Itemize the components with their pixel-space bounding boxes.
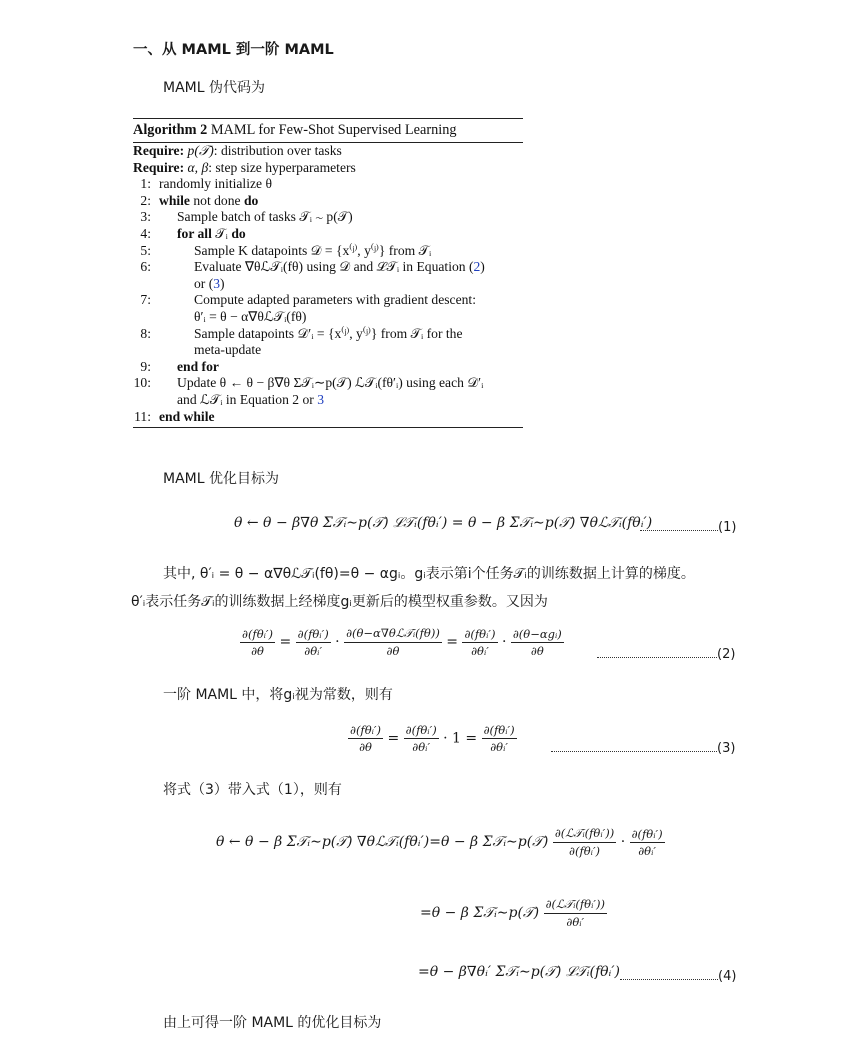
fraction: $\frac{\text{∂(ℒ𝒯ᵢ(fθᵢ′))}}{\text{∂(fθᵢ′)}}$ — [554, 826, 615, 858]
first-order-text: 一阶 MAML 中，将gᵢ视为常数，则有 — [163, 687, 393, 703]
algo-line — [133, 326, 523, 343]
operator: · — [620, 834, 626, 850]
equation-2 — [240, 626, 564, 658]
fraction: $\frac{\text{∂(ℒ𝒯ᵢ(fθᵢ′))}}{\text{∂θᵢ′}}$ — [545, 897, 605, 929]
algo-line-cont — [133, 309, 523, 326]
eq1-leader — [640, 516, 736, 535]
keyword: for all — [177, 225, 212, 241]
line-text: 𝒯ᵢ — [211, 225, 232, 241]
equation-4-line-2 — [420, 897, 607, 929]
fraction: $\frac{\text{∂(fθᵢ′)}}{\text{∂θᵢ′}}$ — [297, 626, 329, 658]
algo-line — [133, 243, 523, 260]
algo-line-cont — [133, 342, 523, 359]
operator: · 1 = — [443, 730, 478, 747]
line-number: 10: — [133, 375, 151, 391]
keyword: do — [243, 192, 259, 208]
algo-line-cont — [133, 276, 523, 293]
algorithm-box — [133, 118, 523, 428]
fraction: $\frac{\text{∂(fθᵢ′)}}{\text{∂θᵢ′}}$ — [631, 826, 663, 858]
algo-line — [133, 209, 523, 226]
keyword: while — [159, 192, 190, 208]
require-math: p(𝒯) — [187, 143, 214, 158]
operator: = — [279, 634, 292, 650]
algo-line-cont — [133, 392, 523, 409]
equation-ref-link[interactable]: 2 — [473, 259, 481, 275]
algo-line — [133, 259, 523, 276]
require-label: Require: — [133, 143, 185, 158]
eq3-leader — [551, 737, 735, 756]
operator: · — [501, 634, 507, 650]
equation-ref-link[interactable]: 3 — [213, 275, 221, 291]
line-number: 7: — [140, 292, 151, 308]
equation-number: (2) — [717, 647, 736, 662]
keyword: do — [231, 225, 246, 241]
fraction: $\frac{\text{∂(fθᵢ′)}}{\text{∂θᵢ′}}$ — [464, 626, 496, 658]
line-text: Sample datapoints 𝒟′ᵢ = {x⁽ʲ⁾, y⁽ʲ⁾} from 𝒯ᵢ for the — [194, 325, 463, 341]
line-text: ) — [220, 275, 225, 291]
fraction: $\frac{\text{∂(fθᵢ′)}}{\text{∂θᵢ′}}$ — [483, 723, 515, 754]
equation-4-line-3 — [418, 964, 620, 980]
equation-body: =θ − β∇θᵢ′ Σ𝒯ᵢ∼p(𝒯) ℒ𝒯ᵢ(fθᵢ′) — [418, 964, 621, 980]
line-number: 4: — [140, 225, 151, 241]
dotted-leader — [620, 970, 718, 980]
equation-body: θ ← θ − β Σ𝒯ᵢ∼p(𝒯) ∇θℒ𝒯ᵢ(fθᵢ′)=θ − β Σ𝒯ᵢ∼p(𝒯) — [216, 834, 549, 850]
eq4-leader — [620, 965, 736, 984]
line-text: or ( — [194, 275, 214, 291]
intro-text: MAML 伪代码为 — [163, 80, 265, 96]
require-label: Require: — [133, 159, 185, 175]
line-text: Update θ ← θ − β∇θ Σ𝒯ᵢ∼p(𝒯) ℒ𝒯ᵢ(fθ′ᵢ) using each 𝒟′ᵢ — [177, 375, 484, 391]
equation-1 — [234, 515, 652, 531]
line-number: 1: — [140, 176, 151, 192]
algo-line — [133, 375, 523, 392]
bottom-rule — [133, 427, 523, 428]
line-text: Compute adapted parameters with gradient descent: — [194, 292, 476, 308]
fraction: $\frac{\text{∂(fθᵢ′)}}{\text{∂θᵢ′}}$ — [405, 723, 437, 754]
require-line — [133, 143, 523, 160]
line-number: 6: — [140, 259, 151, 275]
require-text: : step size hyperparameters — [208, 159, 356, 175]
line-text: Evaluate ∇θℒ𝒯ᵢ(fθ) using 𝒟 and ℒ𝒯ᵢ in Equation ( — [194, 259, 474, 275]
dotted-leader — [551, 742, 717, 752]
equation-3 — [348, 723, 517, 754]
fraction: $\frac{\text{∂(θ−α∇θℒ𝒯ᵢ(fθ))}}{\partial\theta}$ — [346, 626, 440, 658]
paragraph-line: 其中, θ′ᵢ = θ − α∇θℒ𝒯ᵢ(fθ)=θ − αgᵢ。gᵢ表示第i个任务𝒯ᵢ的训练数据上计算的梯度。 — [163, 566, 695, 582]
algo-line — [133, 226, 523, 243]
equation-ref-link[interactable]: 3 — [317, 391, 325, 407]
equation-number: (3) — [717, 741, 736, 756]
keyword: end while — [159, 408, 215, 424]
line-number: 2: — [140, 192, 151, 208]
operator: = — [387, 730, 400, 747]
substitute-text: 将式（3）带入式（1），则有 — [163, 782, 342, 798]
line-text: Sample batch of tasks 𝒯ᵢ ∼ p(𝒯) — [177, 209, 353, 225]
line-text: ) — [480, 259, 485, 275]
paragraph-line: θ′ᵢ表示任务𝒯ᵢ的训练数据上经梯度gᵢ更新后的模型权重参数。又因为 — [131, 594, 548, 610]
equation-number: (4) — [718, 969, 737, 984]
line-text: randomly initialize θ — [159, 176, 272, 192]
algo-line — [133, 193, 523, 210]
line-number: 11: — [134, 408, 151, 424]
fraction: $\frac{\text{∂(fθᵢ′)}}{\partial\theta}$ — [242, 626, 274, 658]
dotted-leader — [640, 521, 718, 531]
operator: · — [335, 634, 340, 650]
operator: = — [446, 634, 459, 650]
algo-line — [133, 359, 523, 376]
algo-line — [133, 409, 523, 426]
algorithm-title — [133, 119, 523, 140]
keyword: end for — [177, 358, 219, 374]
dotted-leader — [597, 648, 717, 658]
line-number: 9: — [140, 358, 151, 374]
require-text: : distribution over tasks — [213, 143, 342, 158]
line-text: not done — [189, 192, 244, 208]
fraction: $\frac{\text{∂(θ−αgᵢ)}}{\partial\theta}$ — [512, 626, 562, 658]
equation-body: =θ − β Σ𝒯ᵢ∼p(𝒯) — [420, 905, 540, 921]
line-text: and ℒ𝒯ᵢ in Equation 2 or — [177, 391, 318, 407]
eq2-leader — [597, 643, 735, 662]
objective-text: MAML 优化目标为 — [163, 471, 279, 487]
equation-body: θ ← θ − β∇θ Σ𝒯ᵢ∼p(𝒯) ℒ𝒯ᵢ(fθᵢ′) = θ − β Σ𝒯ᵢ∼p(𝒯) ∇θℒ𝒯ᵢ(fθᵢ′) — [234, 515, 653, 531]
line-text: meta-update — [194, 342, 262, 358]
equation-4-line-1 — [216, 826, 665, 858]
section-heading: 一、从 MAML 到一阶 MAML — [133, 42, 334, 58]
algorithm-label: Algorithm 2 — [133, 122, 208, 138]
line-number: 5: — [140, 242, 151, 258]
line-number: 3: — [140, 209, 151, 225]
line-text: θ′ᵢ = θ − α∇θℒ𝒯ᵢ(fθ) — [194, 308, 307, 324]
final-text: 由上可得一阶 MAML 的优化目标为 — [163, 1015, 382, 1031]
algo-line — [133, 176, 523, 193]
algorithm-name: MAML for Few-Shot Supervised Learning — [210, 122, 457, 138]
require-line — [133, 160, 523, 177]
require-math: α, β — [187, 159, 209, 175]
equation-number: (1) — [718, 520, 737, 535]
line-number: 8: — [140, 325, 151, 341]
line-text: Sample K datapoints 𝒟 = {x⁽ʲ⁾, y⁽ʲ⁾} from 𝒯ᵢ — [194, 242, 432, 258]
fraction: $\frac{\text{∂(fθᵢ′)}}{\partial\theta}$ — [350, 723, 382, 754]
algo-line — [133, 292, 523, 309]
